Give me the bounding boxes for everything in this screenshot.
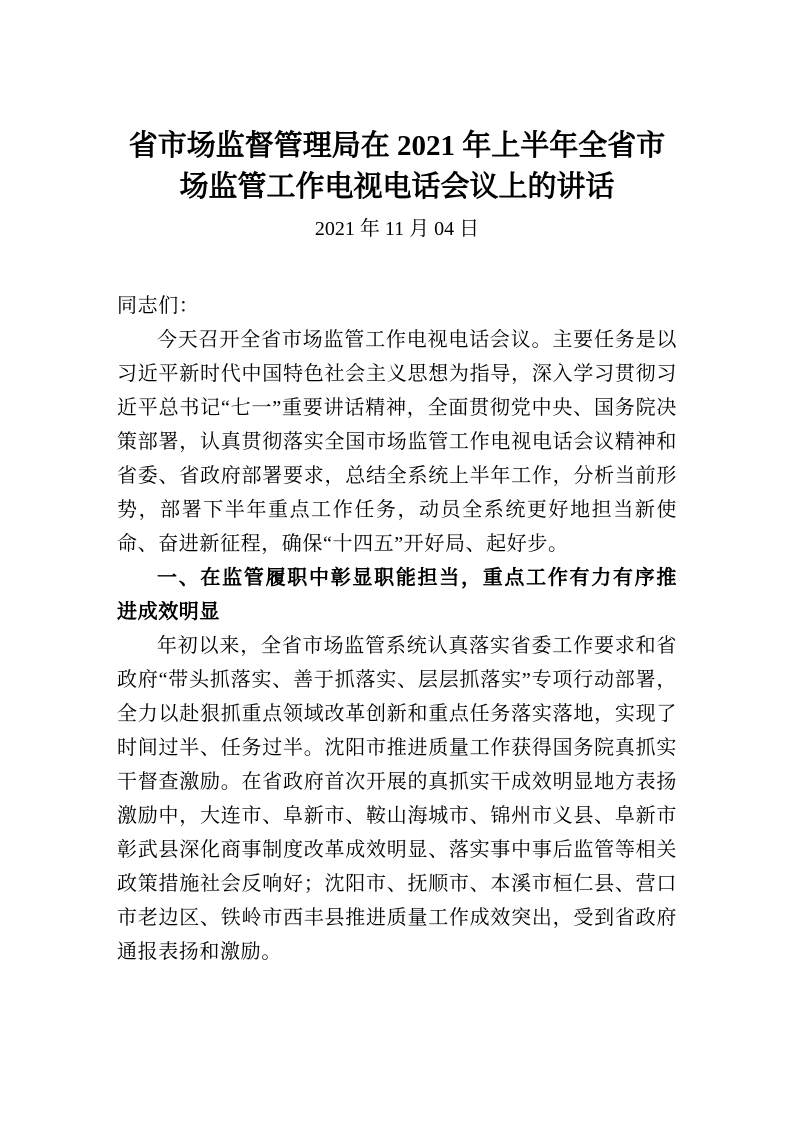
document-date: 2021 年 11 月 04 日: [314, 218, 480, 240]
document-body: [117, 289, 677, 969]
section-heading-1: 一、在监管履职中彰显职能担当，重点工作有力有序推 进成效明显: [117, 567, 677, 623]
section-1-paragraph: 年初以来，全省市场监管系统认真落实省委工作要求和省政府“带头抓落实、善于抓落实、层层抓落实”专项行动部署，全力以赴狠抓重点领域改革创新和重点任务落实落地，实现了时间过半、任务过半。沈阳市推进质量工作获得国务院真抓实干督查激励。在省政府首次开展的真抓实干成效明显地方表扬激励中，大连市、阜新市、鞍山海城市、锦州市义县、阜新市彰武县深化商事制度改革成效明显、落实事中事后监管等相关政策措施社会反响好；沈阳市、抚顺市、本溪市桓仁县、营口市老边区、铁岭市西丰县推进质量工作成效突出，受到省政府通报表扬和激励。: [117, 635, 677, 963]
salutation: 同志们：: [117, 295, 200, 317]
intro-paragraph: 今天召开全省市场监管工作电视电话会议。主要任务是以习近平新时代中国特色社会主义思想为指导，深入学习贯彻习近平总书记“七一”重要讲话精神，全面贯彻党中央、国务院决策部署，认真贯彻落实全国市场监管工作电视电话会议精神和省委、省政府部署要求，总结全系统上半年工作，分析当前形势，部署下半年重点工作任务，动员全系统更好地担当新使命、奋进新征程，确保“十四五”开好局、起好步。: [117, 329, 677, 555]
document-title-line-1: 省市场监督管理局在 2021 年上半年全省市: [128, 130, 666, 162]
document-title-line-2: 场监管工作电视电话会议上的讲话: [179, 171, 615, 203]
document-title: [103, 126, 691, 208]
